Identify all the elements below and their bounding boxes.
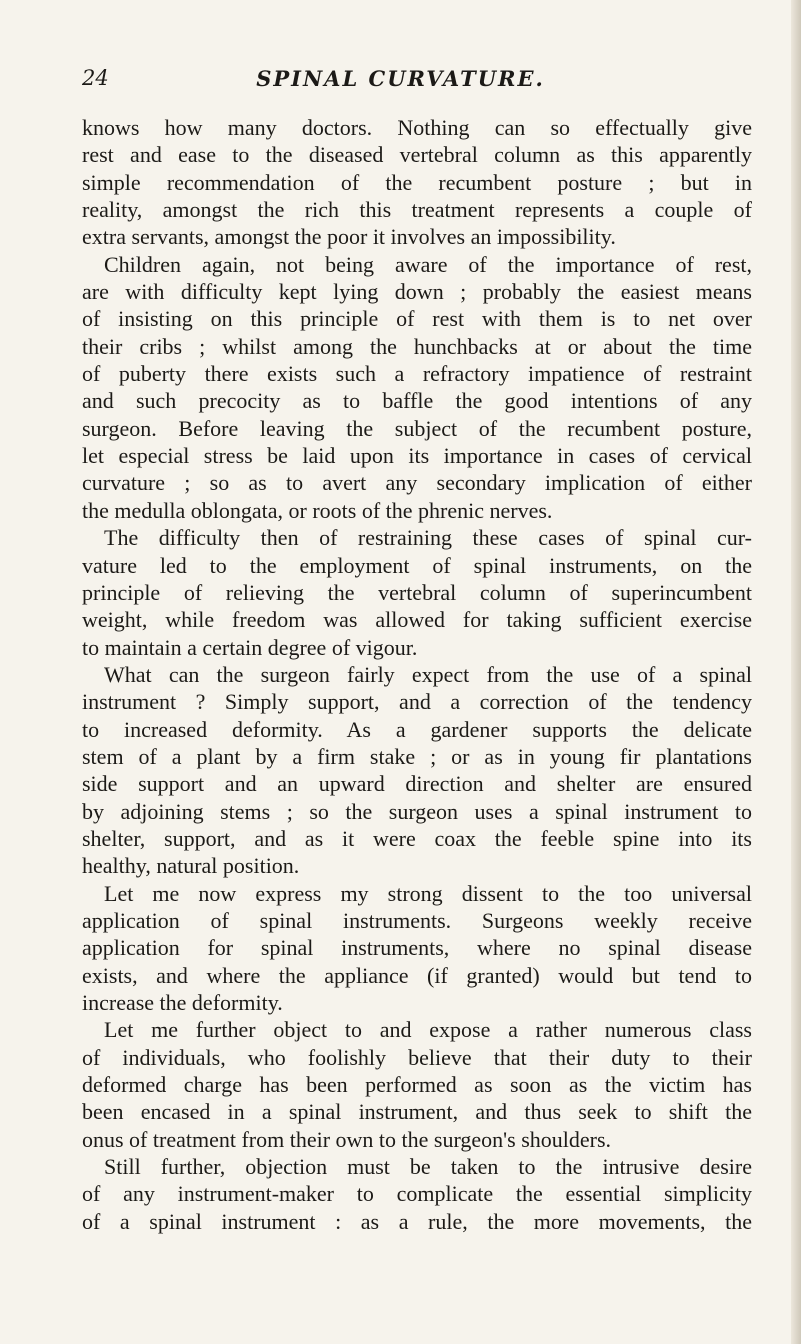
text-line: let especial stress be laid upon its importance in cases of cervical	[82, 443, 752, 469]
text-line: of individuals, who foolishly believe that their duty to their	[82, 1044, 752, 1070]
text-line: increase the deformity.	[82, 990, 283, 1015]
text-line: What can the surgeon fairly expect from the use of a spinal	[104, 661, 752, 687]
page-number: 24	[82, 66, 109, 90]
text-line: reality, amongst the rich this treatment represents a couple of	[82, 197, 752, 223]
text-line: extra servants, amongst the poor it involves an impossibility.	[82, 224, 616, 250]
text-line: of insisting on this principle of rest with them is to net over	[82, 306, 752, 332]
text-line: onus of treatment from their own to the surgeon's shoulders.	[82, 1126, 612, 1152]
text-line: rest and ease to the diseased vertebral column as this apparently	[82, 142, 752, 168]
text-line: principle of relieving the vertebral column of superincumbent	[82, 579, 752, 605]
text-line: deformed charge has been performed as soon as the victim has	[82, 1072, 752, 1098]
text-line: and such precocity as to baffle the good intentions of any	[82, 388, 752, 414]
text-line: application of spinal instruments. Surgeons weekly receive	[82, 907, 752, 933]
text-line: simple recommendation of the recumbent posture ; but in	[82, 169, 752, 195]
text-line: Let me further object to and expose a rather numerous class	[104, 1017, 752, 1043]
text-line: healthy, natural position.	[82, 853, 300, 879]
text-line: curvature ; so as to avert any secondary implication of either	[82, 470, 752, 496]
text-line: are with difficulty kept lying down ; probably the easiest means	[82, 279, 752, 305]
text-line: vature led to the employment of spinal instruments, on the	[82, 552, 752, 578]
text-line: instrument ? Simply support, and a correction of the tendency	[82, 689, 752, 715]
page-header	[0, 66, 801, 96]
text-line: to increased deformity. As a gardener supports the delicate	[82, 716, 752, 742]
text-line: knows how many doctors. Nothing can so effectually give	[82, 115, 752, 140]
text-line: to maintain a certain degree of vigour.	[82, 634, 418, 660]
running-head: SPINAL CURVATURE.	[256, 66, 545, 91]
text-line: Let me now express my strong dissent to the too universal	[104, 880, 752, 906]
text-line: by adjoining stems ; so the surgeon uses a spinal instrument to	[82, 798, 752, 824]
page-edge	[791, 0, 801, 1344]
text-line: The difficulty then of restraining these cases of spinal cur-	[104, 525, 752, 551]
text-line: side support and an upward direction and shelter are ensured	[82, 771, 752, 797]
text-line: been encased in a spinal instrument, and thus seek to shift the	[82, 1099, 752, 1125]
text-line: their cribs ; whilst among the hunchbacks at or about the time	[82, 333, 752, 359]
text-line: Still further, objection must be taken to the intrusive desire	[104, 1154, 752, 1180]
text-line: application for spinal instruments, where no spinal disease	[82, 935, 752, 961]
text-line: the medulla oblongata, or roots of the phrenic nerves.	[82, 497, 553, 523]
text-line: of puberty there exists such a refractory impatience of restraint	[82, 361, 752, 387]
text-line: Children again, not being aware of the importance of rest,	[104, 251, 752, 277]
text-line: exists, and where the appliance (if granted) would but tend to	[82, 962, 752, 988]
body-text	[82, 114, 752, 1235]
text-line: of any instrument-maker to complicate the essential simplicity	[82, 1181, 752, 1207]
text-line: stem of a plant by a firm stake ; or as in young fir plantations	[82, 743, 752, 769]
text-line: surgeon. Before leaving the subject of the recumbent posture,	[82, 415, 752, 441]
text-line: weight, while freedom was allowed for taking sufficient exercise	[82, 607, 752, 633]
text-line: of a spinal instrument : as a rule, the more movements, the	[82, 1208, 752, 1234]
text-line: shelter, support, and as it were coax the feeble spine into its	[82, 825, 752, 851]
